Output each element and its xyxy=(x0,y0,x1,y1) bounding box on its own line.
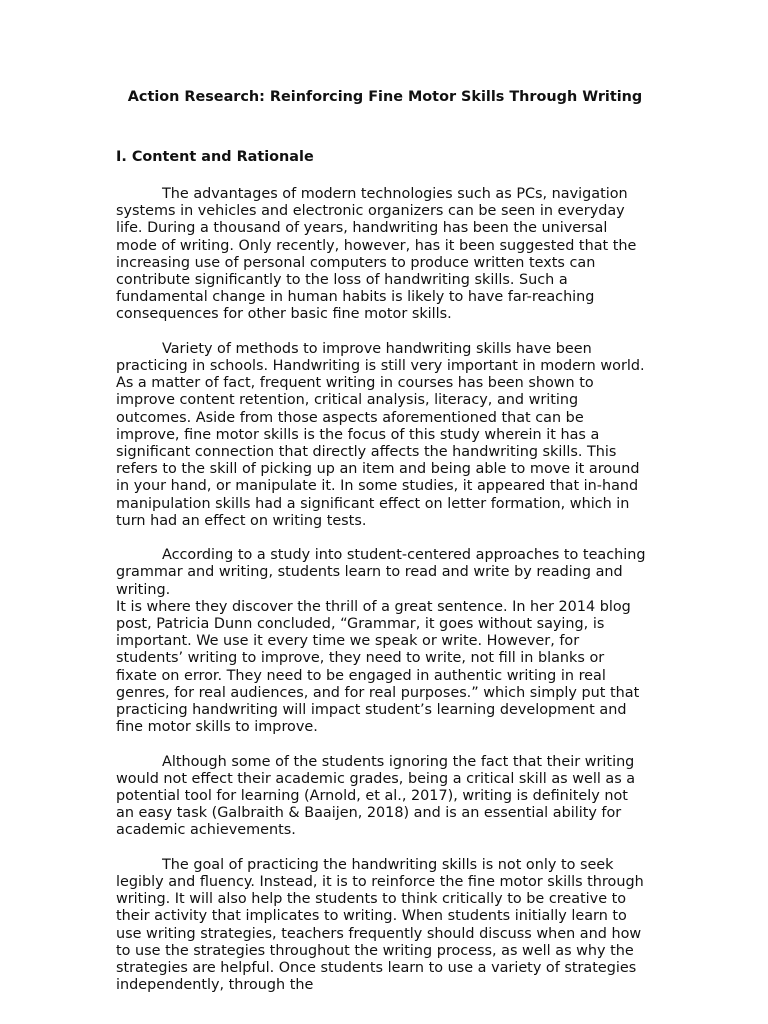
paragraph-6: The goal of practicing the handwriting skills is not only to seek legibly and fluency. Instead, it is to reinforce the fine motor skills through writing. It will also help the students to think critically to be creative to their activity that implicates to writing. When students initially learn to use writing strategies, teachers frequently should discuss when and how to use the strategies throughout the writing process, as well as why the strategies are helpful. Once students learn to use a variety of strategies independently, through the xyxy=(116,856,644,994)
paragraph-1: The advantages of modern technologies such as PCs, navigation systems in vehicles and electronic organizers can be seen in everyday life. During a thousand of years, handwriting has been the universal mode of writing. Only recently, however, has it been suggested that the increasing use of personal computers to produce written texts can contribute significantly to the loss of handwriting skills. Such a fundamental change in human habits is likely to have far-reaching consequences for other basic fine motor skills. xyxy=(116,186,637,323)
paragraph-5: Although some of the students ignoring the fact that their writing would not effect their academic grades, being a critical skill as well as a potential tool for learning (Arnold, et al., 2017), writing is definitely not an easy task (Galbraith & Baaijen, 2018) and is an essential ability for academic achievements. xyxy=(116,753,636,839)
paragraph-2: Variety of methods to improve handwriting skills have been practicing in schools. Handwriting is still very important in modern world. As a matter of fact, frequent writing in courses has been shown to improve content retention, critical analysis, literacy, and writing outcomes. Aside from those aspects aforementioned that can be improve, fine motor skills is the focus of this study wherein it has a significant connection that directly affects the handwriting skills. This refers to the skill of picking up an item and being able to move it around in your hand, or manipulate it. In some studies, it appeared that in-hand manipulation skills had a significant effect on letter formation, which in turn had an effect on writing tests. xyxy=(116,340,645,529)
paragraph-4: It is where they discover the thrill of a great sentence. In her 2014 blog post, Patricia Dunn concluded, “Grammar, it goes without saying, is important. We use it every time we speak or write. However, for students’ writing to improve, they need to write, not fill in blanks or fixate on error. They need to be engaged in authentic writing in real genres, for real audiences, and for real purposes.” which simply put that practicing handwriting will impact student’s learning development and fine motor skills to improve. xyxy=(116,598,640,736)
document-title: Action Research: Reinforcing Fine Motor Skills Through Writing xyxy=(127,89,643,105)
section-heading: I. Content and Rationale xyxy=(116,149,314,165)
paragraph-3: According to a study into student-centered approaches to teaching grammar and writing, students learn to read and write by reading and writing. xyxy=(116,547,646,598)
